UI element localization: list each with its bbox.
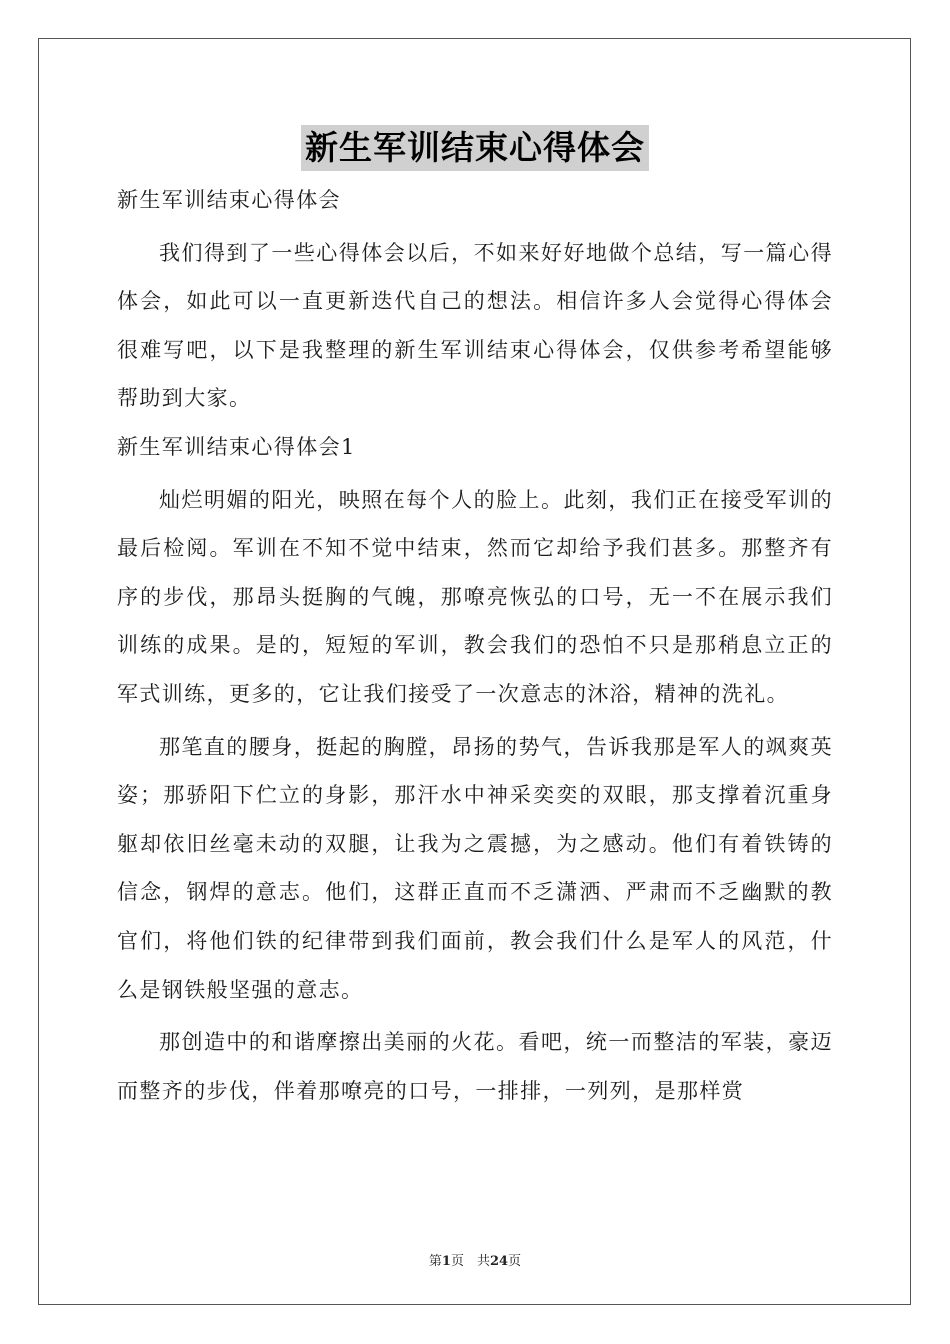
- section-heading-1: 新生军训结束心得体会1: [117, 434, 356, 459]
- body-paragraph-2: 那笔直的腰身，挺起的胸膛，昂扬的势气，告诉我那是军人的飒爽英姿；那骄阳下伫立的身影，那汗水中神采奕奕的双眼，那支撑着沉重身躯却依旧丝毫未动的双腿，让我为之震撼，为之感动。他们有着铁铸的信念，钢焊的意志。他们，这群正直而不乏潇洒、严肃而不乏幽默的教官们，将他们铁的纪律带到我们面前，教会我们什么是军人的风范，什么是钢铁般坚强的意志。: [117, 734, 833, 1002]
- page-suffix: 页: [508, 1254, 522, 1269]
- document-body: [117, 176, 833, 1115]
- subtitle-heading: 新生军训结束心得体会: [117, 188, 341, 212]
- intro-paragraph: 我们得到了一些心得体会以后，不如来好好地做个总结，写一篇心得体会，如此可以一直更新迭代自己的想法。相信许多人会觉得心得体会很难写吧，以下是我整理的新生军训结束心得体会，仅供参考希望能够帮助到大家。: [117, 240, 833, 411]
- document-title: 新生军训结束心得体会: [301, 125, 649, 171]
- page-prefix: 第: [428, 1254, 442, 1269]
- body-paragraph-1: 灿烂明媚的阳光，映照在每个人的脸上。此刻，我们正在接受军训的最后检阅。军训在不知不觉中结束，然而它却给予我们甚多。那整齐有序的步伐，那昂头挺胸的气魄，那嘹亮恢弘的口号，无一不在展示我们训练的成果。是的，短短的军训，教会我们的恐怕不只是那稍息立正的军式训练，更多的，它让我们接受了一次意志的沐浴，精神的洗礼。: [117, 487, 833, 706]
- page-footer: [0, 1250, 950, 1269]
- body-paragraph-3: 那创造中的和谐摩擦出美丽的火花。看吧，统一而整洁的军装，豪迈而整齐的步伐，伴着那嘹亮的口号，一排排，一列列，是那样赏: [117, 1030, 833, 1103]
- page-current: 1: [441, 1254, 451, 1269]
- page-total: 24: [489, 1254, 509, 1269]
- title-wrap: [0, 125, 950, 171]
- page-mid: 页 共: [450, 1254, 490, 1269]
